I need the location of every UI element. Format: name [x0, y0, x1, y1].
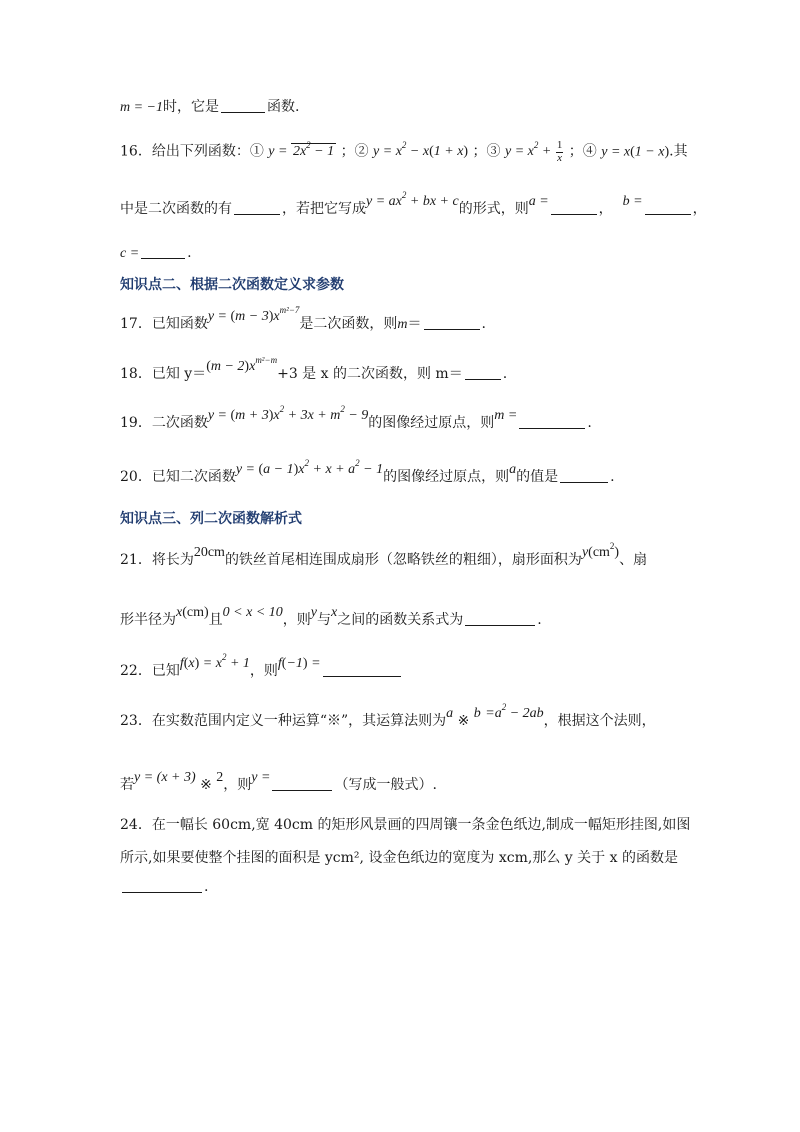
formula: $f(x) = x^2 + 1$ [179, 652, 250, 671]
q24-line-3 [120, 880, 208, 894]
formula-1: $y = 2x^2 - 1$ [268, 140, 335, 160]
answer-blank[interactable] [551, 202, 597, 215]
general-form: $y = ax^2$ + bx + c [366, 190, 459, 209]
text: 23．在实数范围内定义一种运算“※”，其运算法则为 [120, 713, 447, 729]
answer-blank[interactable] [234, 202, 280, 215]
text: ，则 [282, 612, 311, 628]
text: 形半径为 [120, 612, 176, 628]
var-c: c = [120, 246, 140, 261]
section-heading-3: 知识点三、列二次函数解析式 [120, 511, 302, 527]
q20-line [120, 458, 615, 485]
q15-line [120, 100, 299, 115]
q21-line-2 [120, 605, 542, 628]
text: . [204, 879, 209, 895]
formula: y = (x + 3) [134, 770, 196, 785]
q23-line-2 [120, 770, 437, 793]
text: 17．已知函数 [120, 316, 208, 332]
formula-2: $y = x^2 - x(1 + x)$ [373, 140, 469, 160]
q24-line-1: 24．在一幅长 60cm,宽 40cm 的矩形风景画的四周镶一条金色纸边,制成一幅矩形挂图,如图 [120, 817, 691, 833]
text: 、扇 [619, 552, 648, 568]
q24-line-2: 所示,如果要使整个挂图的面积是 ycm², 设金色纸边的宽度为 xcm,那么 y 关于 x 的函数是 [120, 850, 678, 866]
answer-blank[interactable] [141, 246, 185, 259]
math-m-eq: m = −1 [120, 100, 164, 115]
text: 之间的函数关系式为 [337, 612, 464, 628]
answer-blank[interactable] [645, 202, 691, 215]
var-x: x [330, 605, 338, 620]
text: ＝ [407, 316, 422, 332]
section-heading-2: 知识点二、根据二次函数定义求参数 [120, 277, 344, 293]
query: f(−1) = [277, 656, 321, 671]
question-number: 16．给出下列函数：① [120, 143, 264, 160]
text: ，则 [223, 777, 252, 793]
operator-symbol: ※ [457, 713, 470, 729]
formula: $(m - 2)x^{m^2-m}$ [206, 355, 278, 374]
text: . [537, 612, 542, 628]
answer-blank[interactable] [424, 317, 480, 330]
q21-line-1 [120, 541, 648, 568]
equals: = [485, 706, 495, 721]
text: 20．已知二次函数 [120, 469, 236, 485]
text: ，根据这个法则， [543, 713, 656, 729]
area-unit: $y(cm^2)$ [581, 541, 620, 560]
text: +3 是 x 的二次函数，则 m＝ [277, 366, 463, 382]
text: （写成一般式）. [334, 777, 437, 793]
var-b: b = [622, 194, 643, 209]
text: . [610, 469, 615, 485]
answer-blank[interactable] [519, 416, 585, 429]
q22-line [120, 652, 403, 679]
answer-blank[interactable] [221, 100, 265, 113]
text: 是二次函数，则 [299, 316, 398, 332]
var-y: y [310, 605, 317, 620]
answer-blank[interactable] [465, 367, 501, 380]
text: 的形式，则 [458, 201, 529, 217]
q23-line-1 [120, 702, 656, 729]
var-a: a = [528, 194, 549, 209]
inequality: 0 < x < 10 [222, 605, 283, 620]
text: 18．已知 y＝ [120, 366, 207, 382]
text: ，则 [249, 663, 278, 679]
text: . [502, 366, 508, 382]
var-a: a [509, 462, 517, 477]
text: 21．将长为 [120, 552, 194, 568]
answer-blank[interactable] [272, 778, 332, 791]
q16-line-3 [120, 246, 192, 261]
q19-line [120, 404, 592, 431]
rule-formula: $a^2 - 2ab$ [494, 702, 544, 721]
answer-blank[interactable] [323, 664, 401, 677]
radius-unit: x(cm) [176, 605, 209, 620]
var-m: m = [494, 408, 518, 423]
text: . [587, 415, 592, 431]
text: 22．已知 [120, 663, 180, 679]
text: . [187, 245, 192, 261]
text: 若 [120, 777, 134, 793]
var-m: m [397, 317, 408, 332]
q16-line-1 [120, 140, 688, 164]
formula-4: y = x(1 − x) [601, 144, 670, 160]
text: 19．二次函数 [120, 415, 208, 431]
text: 的值是 [516, 469, 559, 485]
separator: ；④ [568, 143, 597, 160]
q18-line [120, 355, 508, 382]
formula: $y = (m + 3)x^2 + 3x + m^2 - 9$ [207, 404, 369, 423]
var-a: a [446, 706, 454, 721]
text: 的图像经过原点，则 [383, 469, 510, 485]
text: .其 [669, 143, 688, 160]
text: 时，它是 [163, 99, 220, 115]
answer-blank[interactable] [560, 470, 608, 483]
number: 2 [216, 770, 224, 785]
q16-line-2: 中是二次函数的有 ，若把它写成$y = ax^2$ + bx + c的形式，则a = ， b = ， [120, 190, 707, 217]
text: 的铁丝首尾相连围成扇形（忽略铁丝的粗细），扇形面积为 [224, 552, 582, 568]
answer-blank[interactable] [122, 880, 202, 893]
operator-symbol: ※ [200, 777, 212, 793]
formula: $y = (a - 1)x^2 + x + a^2 - 1$ [235, 458, 384, 477]
text: 与 [316, 612, 331, 628]
answer-blank[interactable] [465, 613, 535, 626]
formula-3: $y = x^2$ + $\frac{1}{x}$ [505, 139, 563, 164]
separator: ；③ [472, 143, 501, 160]
length-value: 20cm [193, 545, 225, 560]
text: 的图像经过原点，则 [368, 415, 495, 431]
var-y: y = [251, 770, 271, 785]
var-b: b [473, 706, 481, 721]
text: 函数. [267, 99, 300, 115]
text: 且 [208, 612, 223, 628]
separator: ；② [340, 143, 369, 160]
text: ，若把它写成 [282, 201, 366, 217]
q17-line [120, 305, 486, 332]
text: . [481, 316, 486, 332]
formula: $y = (m - 3)x^{m^2-7}$ [207, 305, 300, 324]
text: 中是二次函数的有 [120, 201, 232, 217]
